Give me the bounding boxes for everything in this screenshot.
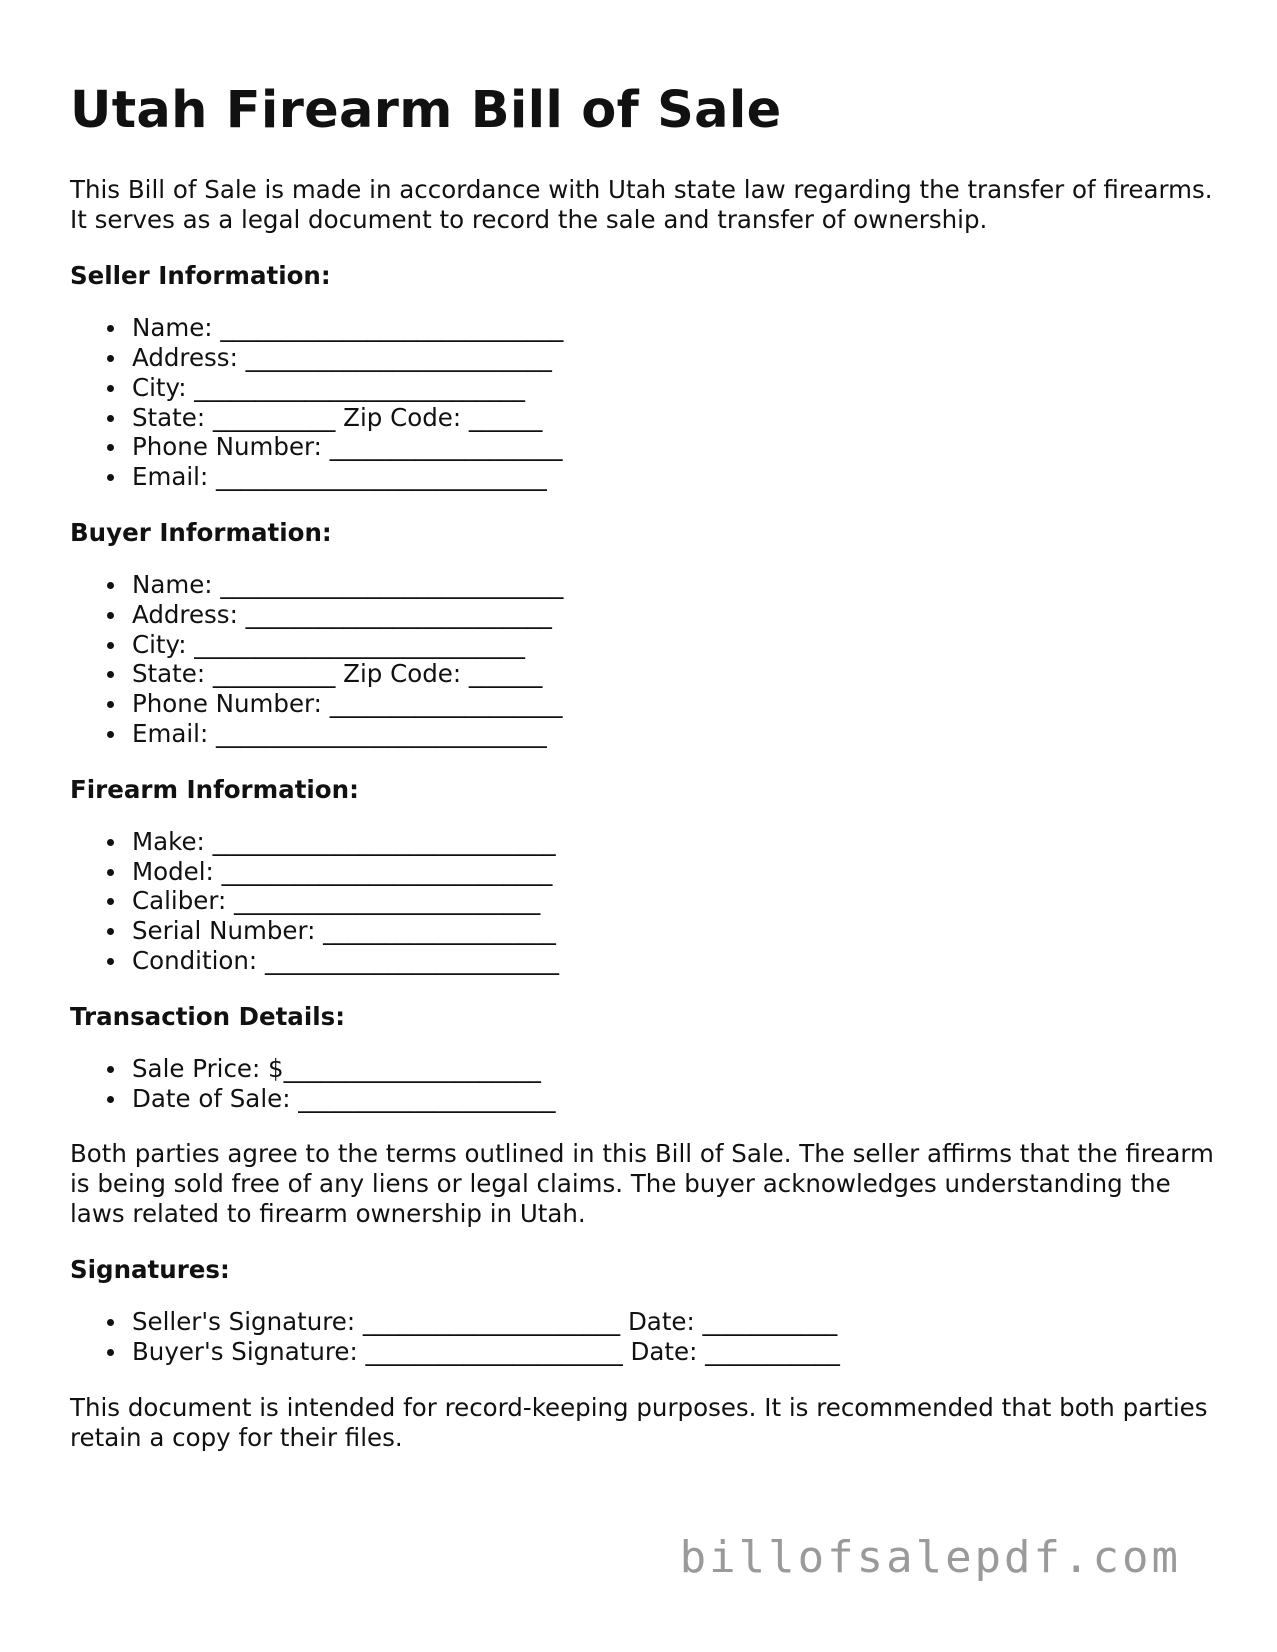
firearm-fields-list <box>70 827 1220 976</box>
closing-paragraph: This document is intended for record-keeping purposes. It is recommended that both parties retain a copy for their files. <box>70 1392 1208 1452</box>
firearm-make-field: Make: ____________________________ <box>132 827 1220 857</box>
firearm-heading: Firearm Information: <box>70 774 359 804</box>
buyer-name-field: Name: ____________________________ <box>132 570 1220 600</box>
agreement-paragraph: Both parties agree to the terms outlined in this Bill of Sale. The seller affirms that the firearm is being sold free of any liens or legal claims. The buyer acknowledges understanding the laws related to firearm ownership in Utah. <box>70 1139 1214 1229</box>
buyer-heading: Buyer Information: <box>70 517 332 547</box>
buyer-address-field: Address: _________________________ <box>132 600 1220 630</box>
seller-signature-field: Seller's Signature: _____________________ Date: ___________ <box>132 1307 1220 1337</box>
signatures-list <box>70 1307 1220 1367</box>
transaction-fields-list <box>70 1054 1220 1114</box>
transaction-heading: Transaction Details: <box>70 1001 346 1031</box>
intro-paragraph: This Bill of Sale is made in accordance with Utah state law regarding the transfer of firearms. It serves as a legal document to record the sale and transfer of ownership. <box>70 175 1213 235</box>
firearm-serial-field: Serial Number: ___________________ <box>132 916 1220 946</box>
seller-fields-list <box>70 313 1220 492</box>
seller-phone-field: Phone Number: ___________________ <box>132 432 1220 462</box>
seller-email-field: Email: ___________________________ <box>132 462 1220 492</box>
sale-price-field: Sale Price: $_____________________ <box>132 1054 1220 1084</box>
firearm-caliber-field: Caliber: _________________________ <box>132 886 1220 916</box>
site-watermark: billofsalepdf.com <box>679 1532 1181 1583</box>
document-title: Utah Firearm Bill of Sale <box>70 81 782 140</box>
firearm-model-field: Model: ___________________________ <box>132 857 1220 887</box>
seller-address-field: Address: _________________________ <box>132 343 1220 373</box>
sale-date-field: Date of Sale: _____________________ <box>132 1084 1220 1114</box>
buyer-signature-field: Buyer's Signature: _____________________ Date: ___________ <box>132 1337 1220 1367</box>
seller-state-zip-field: State: __________ Zip Code: ______ <box>132 403 1220 433</box>
buyer-state-zip-field: State: __________ Zip Code: ______ <box>132 659 1220 689</box>
seller-name-field: Name: ____________________________ <box>132 313 1220 343</box>
document-page <box>70 80 1220 1479</box>
buyer-email-field: Email: ___________________________ <box>132 719 1220 749</box>
buyer-fields-list <box>70 570 1220 749</box>
buyer-phone-field: Phone Number: ___________________ <box>132 689 1220 719</box>
seller-heading: Seller Information: <box>70 261 331 291</box>
firearm-condition-field: Condition: ________________________ <box>132 946 1220 976</box>
buyer-city-field: City: ___________________________ <box>132 630 1220 660</box>
seller-city-field: City: ___________________________ <box>132 373 1220 403</box>
signatures-heading: Signatures: <box>70 1255 230 1285</box>
